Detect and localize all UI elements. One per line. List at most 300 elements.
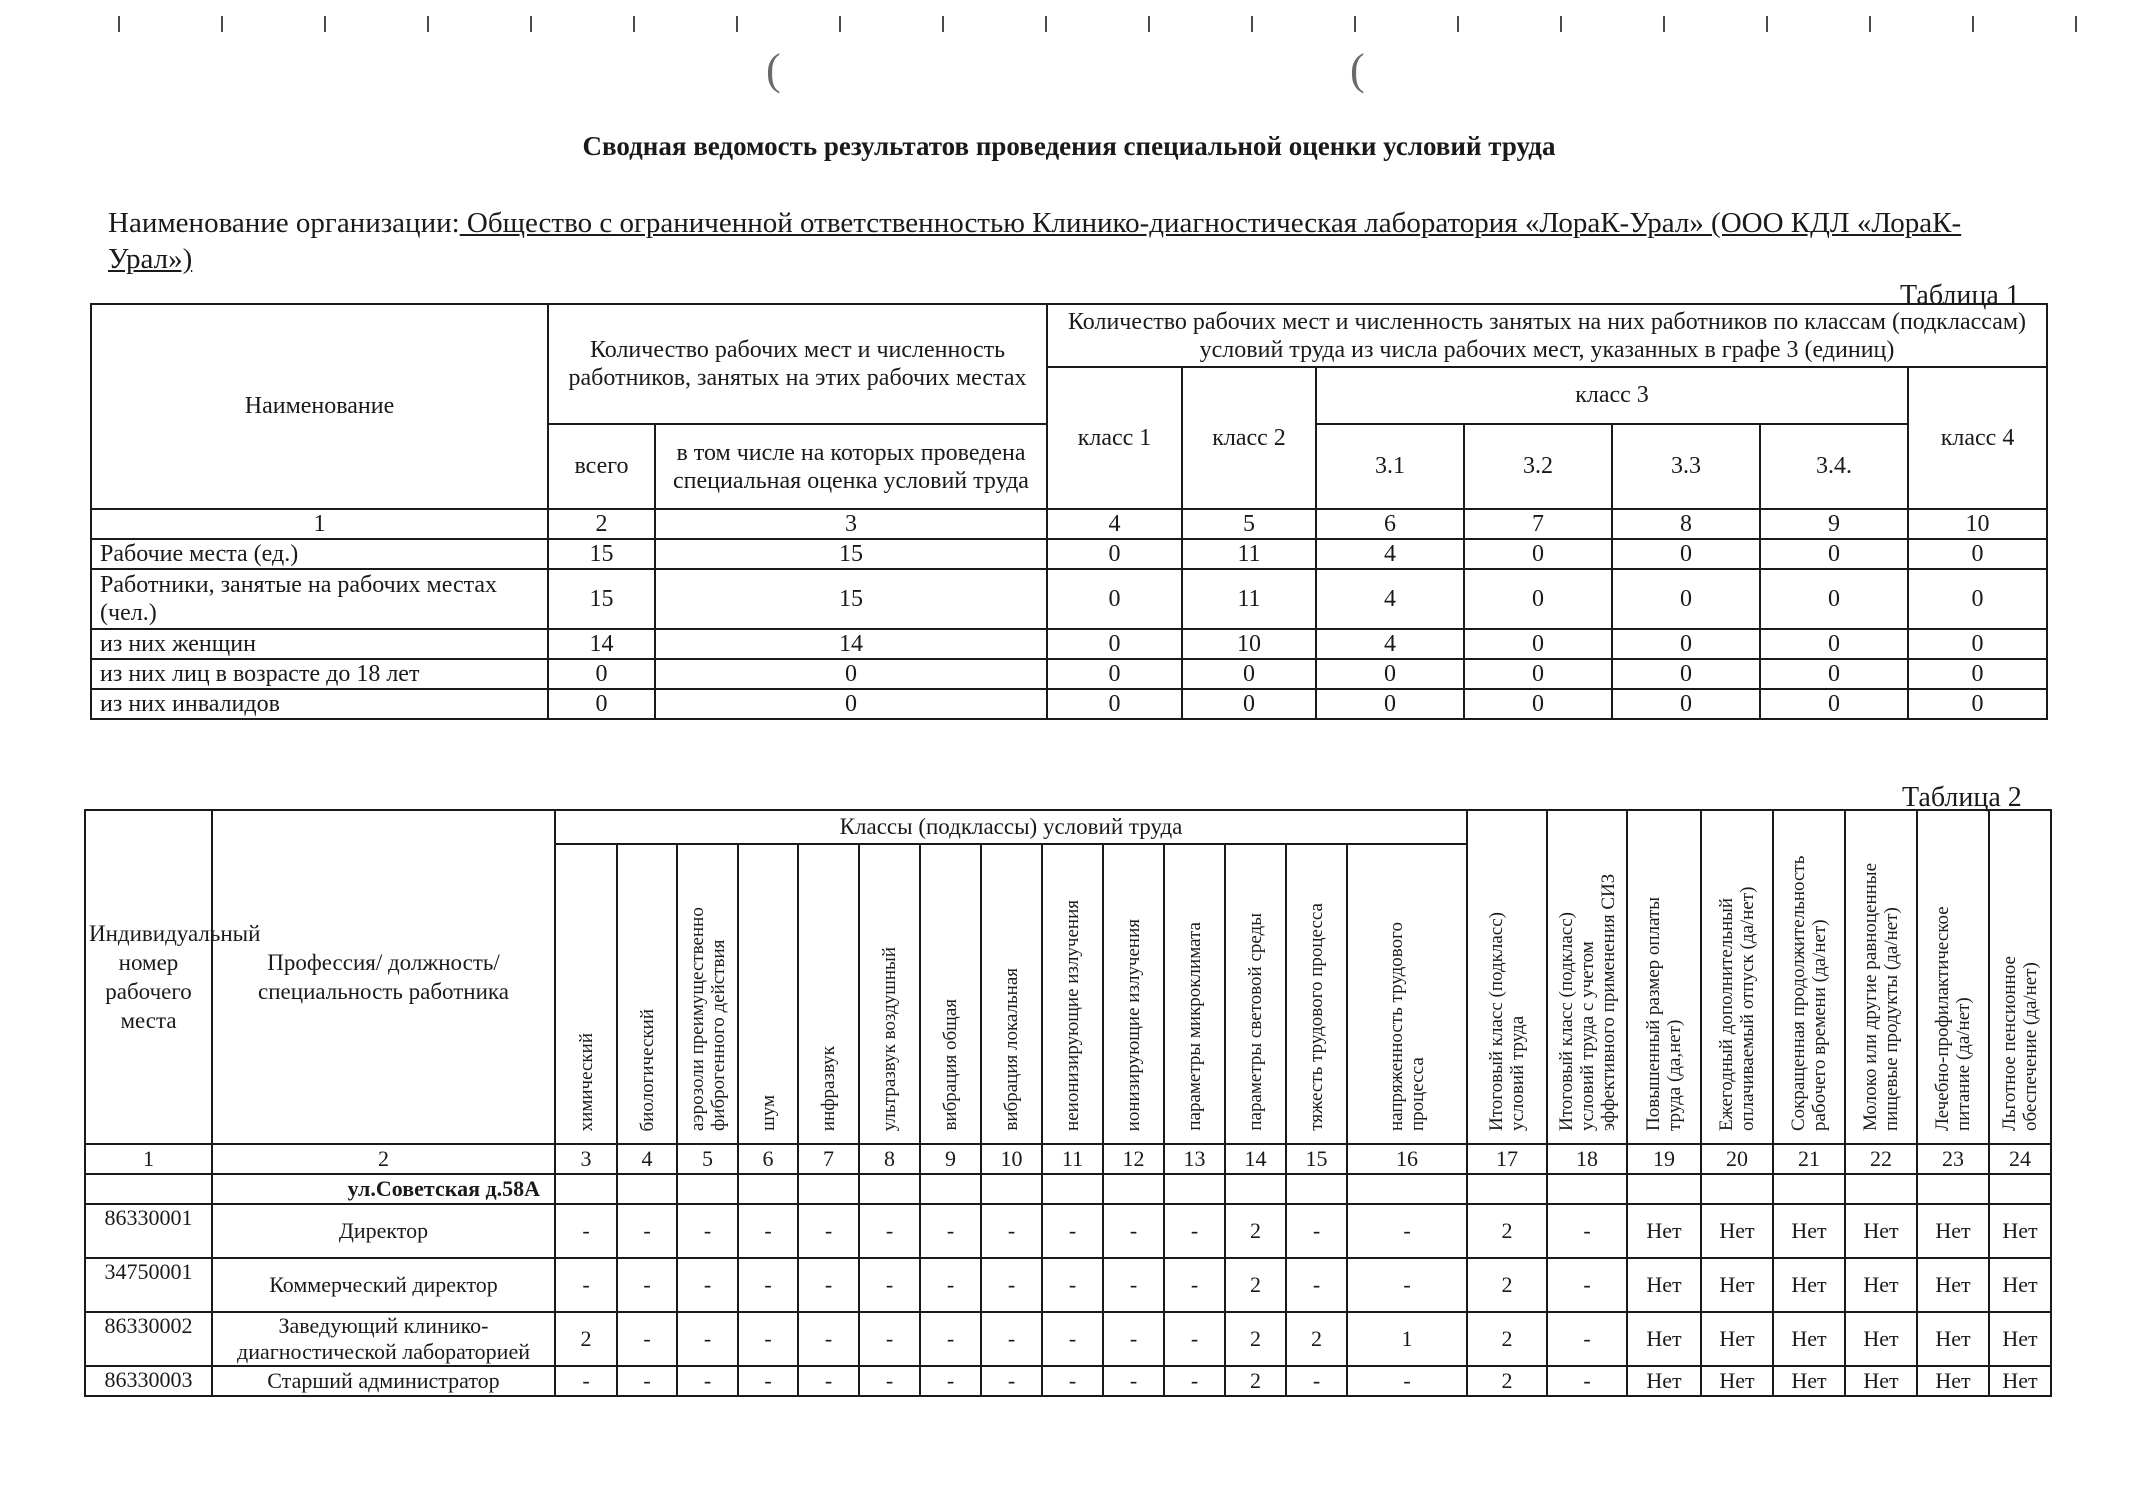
t1-value-cell: 0 (1612, 629, 1760, 659)
organization-name: Общество с ограниченной ответственностью Клинико-диагностическая лаборатория «ЛораК-Урал» (ООО КДЛ «ЛораК-Урал») (108, 207, 1962, 275)
t1-value-cell: 0 (548, 659, 655, 689)
t2-value-cell: - (920, 1312, 981, 1366)
t2-header-factor-label: напряженность трудового процесса (1386, 922, 1429, 1131)
t1-column-numbers (91, 509, 2047, 539)
t1-value-cell: 0 (1908, 629, 2047, 659)
t2-value-cell: - (1164, 1204, 1225, 1258)
empty-cell (1164, 1174, 1225, 1204)
t1-value-cell: 0 (1760, 689, 1908, 719)
col-number: 6 (1316, 509, 1464, 539)
t2-value-cell: - (1164, 1312, 1225, 1366)
t2-row (85, 1366, 2051, 1396)
empty-cell (617, 1174, 677, 1204)
section-id-cell (85, 1174, 212, 1204)
t1-header-sub31: 3.1 (1316, 424, 1464, 509)
scan-tick (1663, 16, 1665, 32)
col-number: 11 (1042, 1144, 1103, 1174)
t1-header-name: Наименование (91, 304, 548, 509)
t2-value-cell: 2 (1225, 1204, 1286, 1258)
col-number: 20 (1701, 1144, 1773, 1174)
t1-header-class2: класс 2 (1182, 367, 1316, 509)
t2-header-factor (617, 844, 677, 1144)
t1-value-cell: 0 (1182, 659, 1316, 689)
t2-value-cell: - (1164, 1258, 1225, 1312)
t2-header-factor (677, 844, 738, 1144)
t2-header-factor-label: ультразвук воздушный (879, 946, 900, 1131)
t1-value-cell: 4 (1316, 629, 1464, 659)
t1-header-class4: класс 4 (1908, 367, 2047, 509)
scan-tick (839, 16, 841, 32)
t1-row (91, 689, 2047, 719)
scan-tick (1045, 16, 1047, 32)
t2-value-cell: - (738, 1312, 798, 1366)
workplace-id: 86330001 (85, 1204, 212, 1258)
empty-cell (1347, 1174, 1467, 1204)
t2-value-cell: - (677, 1312, 738, 1366)
col-number: 7 (1464, 509, 1612, 539)
t1-row-label: из них инвалидов (91, 689, 548, 719)
t1-value-cell: 0 (1047, 689, 1182, 719)
t2-value-cell: - (1164, 1366, 1225, 1396)
t1-value-cell: 0 (1612, 659, 1760, 689)
col-number: 3 (555, 1144, 617, 1174)
t2-header-extra (1701, 810, 1773, 1144)
t2-header-factor (1103, 844, 1164, 1144)
t2-header-factor (920, 844, 981, 1144)
t2-value-cell: - (1286, 1258, 1347, 1312)
t2-header-factor-label: инфразвук (818, 1045, 839, 1131)
t1-row (91, 569, 2047, 629)
t1-value-cell: 0 (1760, 569, 1908, 629)
t2-value-cell: - (617, 1204, 677, 1258)
t2-value-cell: Нет (1773, 1204, 1845, 1258)
t2-value-cell: Нет (1989, 1258, 2051, 1312)
t1-row-label: Рабочие места (ед.) (91, 539, 548, 569)
col-number: 17 (1467, 1144, 1547, 1174)
t1-value-cell: 0 (1047, 659, 1182, 689)
section-address: ул.Советская д.58А (212, 1174, 555, 1204)
t2-value-cell: - (738, 1204, 798, 1258)
t2-header-extra-label: Льготное пенсионное обеспечение (да/нет) (1999, 956, 2042, 1131)
t1-header-sub32: 3.2 (1464, 424, 1612, 509)
scan-tick (633, 16, 635, 32)
col-number: 3 (655, 509, 1047, 539)
t1-value-cell: 10 (1182, 629, 1316, 659)
workplace-id: 86330003 (85, 1366, 212, 1396)
t1-header-assessed: в том числе на которых проведена специальная оценка условий труда (655, 424, 1047, 509)
t2-value-cell: Нет (1917, 1312, 1989, 1366)
t2-value-cell: - (859, 1204, 920, 1258)
t2-header-factor-label: биологический (636, 1008, 658, 1131)
scan-tick (1766, 16, 1768, 32)
t2-value-cell: Нет (1773, 1366, 1845, 1396)
t2-value-cell: 2 (1225, 1366, 1286, 1396)
t1-header-group-b: Количество рабочих мест и численность занятых на них работников по классам (подклассам) условий труда из числа рабочих мест, указанных в графе 3 (единиц) (1047, 304, 2047, 367)
t2-header-factor-label: вибрация локальная (1001, 968, 1022, 1131)
t2-value-cell: - (1042, 1366, 1103, 1396)
t2-header-factor-label: тяжесть трудового процесса (1306, 903, 1327, 1131)
t2-header-extra-label: Итоговый класс (подкласс) условий труда (1486, 912, 1529, 1131)
col-number: 5 (1182, 509, 1316, 539)
t1-value-cell: 0 (1464, 689, 1612, 719)
t2-header-extra (1627, 810, 1701, 1144)
scan-tick (1972, 16, 1974, 32)
t2-value-cell: - (981, 1204, 1042, 1258)
col-number: 10 (1908, 509, 2047, 539)
document-title: Сводная ведомость результатов проведения специальной оценки условий труда (582, 131, 1556, 161)
t1-value-cell: 0 (1908, 569, 2047, 629)
empty-cell (1917, 1174, 1989, 1204)
t2-header-id: Индивидуальный номер рабочего места (85, 810, 212, 1144)
t2-value-cell: - (1103, 1258, 1164, 1312)
t2-value-cell: - (1103, 1366, 1164, 1396)
empty-cell (1627, 1174, 1701, 1204)
profession: Старший администратор (212, 1366, 555, 1396)
empty-cell (1773, 1174, 1845, 1204)
t2-value-cell: 2 (1467, 1258, 1547, 1312)
t2-header-extra (1773, 810, 1845, 1144)
col-number: 7 (798, 1144, 859, 1174)
col-number: 14 (1225, 1144, 1286, 1174)
t2-value-cell: Нет (1773, 1312, 1845, 1366)
t1-header-group-a: Количество рабочих мест и численность работников, занятых на этих рабочих местах (548, 304, 1047, 424)
t2-row (85, 1258, 2051, 1312)
col-number: 10 (981, 1144, 1042, 1174)
empty-cell (1225, 1174, 1286, 1204)
t2-value-cell: - (798, 1258, 859, 1312)
t2-header-factor (981, 844, 1042, 1144)
t1-row-label: из них женщин (91, 629, 548, 659)
t1-value-cell: 0 (1464, 629, 1612, 659)
scan-tick (427, 16, 429, 32)
t2-value-cell: - (1547, 1312, 1627, 1366)
col-number: 24 (1989, 1144, 2051, 1174)
t1-value-cell: 0 (655, 689, 1047, 719)
t2-header-factor-label: параметры световой среды (1245, 913, 1266, 1131)
t1-value-cell: 0 (1612, 569, 1760, 629)
t2-header-factor-label: ионизирующие излучения (1123, 918, 1144, 1131)
t1-value-cell: 11 (1182, 539, 1316, 569)
empty-cell (981, 1174, 1042, 1204)
workplace-id: 34750001 (85, 1258, 212, 1312)
t2-value-cell: 2 (555, 1312, 617, 1366)
t1-row-label: из них лиц в возрасте до 18 лет (91, 659, 548, 689)
t1-header-total: всего (548, 424, 655, 509)
col-number: 16 (1347, 1144, 1467, 1174)
t1-value-cell: 0 (1760, 659, 1908, 689)
t1-value-cell: 14 (655, 629, 1047, 659)
t2-value-cell: Нет (1917, 1258, 1989, 1312)
t2-header-extra-label: Ежегодный дополнительный оплачиваемый отпуск (да/нет) (1716, 886, 1759, 1131)
t2-header-factor (1225, 844, 1286, 1144)
empty-cell (1467, 1174, 1547, 1204)
t2-row (85, 1312, 2051, 1366)
t2-value-cell: Нет (1627, 1312, 1701, 1366)
t2-header-factor-label: химический (575, 1032, 597, 1131)
col-number: 13 (1164, 1144, 1225, 1174)
t2-header-extra-label: Итоговый класс (подкласс) условий труда с учетом эффективного применения СИЗ (1555, 873, 1619, 1131)
col-number: 12 (1103, 1144, 1164, 1174)
t2-header-factor (1286, 844, 1347, 1144)
t2-header-extra (1917, 810, 1989, 1144)
col-number: 4 (1047, 509, 1182, 539)
scan-tick (1869, 16, 1871, 32)
t1-value-cell: 4 (1316, 569, 1464, 629)
t2-value-cell: 2 (1225, 1258, 1286, 1312)
t2-header-factor-label: параметры микроклимата (1184, 922, 1205, 1131)
t2-value-cell: - (1103, 1312, 1164, 1366)
t2-value-cell: Нет (1989, 1204, 2051, 1258)
t2-header-factor (1164, 844, 1225, 1144)
t2-value-cell: Нет (1627, 1366, 1701, 1396)
scan-tick (221, 16, 223, 32)
t2-header-factor (798, 844, 859, 1144)
t1-value-cell: 0 (1047, 539, 1182, 569)
t1-value-cell: 0 (1047, 629, 1182, 659)
t2-value-cell: Нет (1701, 1258, 1773, 1312)
col-number: 15 (1286, 1144, 1347, 1174)
empty-cell (798, 1174, 859, 1204)
t2-value-cell: - (1042, 1204, 1103, 1258)
t2-header-profession: Профессия/ должность/ специальность работника (212, 810, 555, 1144)
scan-tick (1251, 16, 1253, 32)
empty-cell (1042, 1174, 1103, 1204)
t2-value-cell: Нет (1701, 1312, 1773, 1366)
t2-value-cell: Нет (1701, 1366, 1773, 1396)
col-number: 1 (91, 509, 548, 539)
t2-header-factor-label: неионизирующие излучения (1062, 900, 1083, 1131)
t2-value-cell: - (677, 1366, 738, 1396)
t1-value-cell: 0 (1760, 539, 1908, 569)
t2-header-factor-label: аэрозоли преимущественно фиброгенного действия (686, 907, 729, 1131)
organization-line (108, 205, 2028, 277)
t2-value-cell: - (1103, 1204, 1164, 1258)
t1-row (91, 659, 2047, 689)
t2-value-cell: Нет (1845, 1312, 1917, 1366)
t1-value-cell: 4 (1316, 539, 1464, 569)
col-number: 9 (920, 1144, 981, 1174)
t1-header-sub34: 3.4. (1760, 424, 1908, 509)
t2-value-cell: - (981, 1366, 1042, 1396)
col-number: 5 (677, 1144, 738, 1174)
t2-value-cell: 2 (1286, 1312, 1347, 1366)
empty-cell (1286, 1174, 1347, 1204)
col-number: 19 (1627, 1144, 1701, 1174)
profession: Заведующий клинико-диагностической лабораторией (212, 1312, 555, 1366)
t2-value-cell: - (617, 1312, 677, 1366)
t1-value-cell: 15 (655, 539, 1047, 569)
t2-header-factor-label: шум (757, 1095, 779, 1131)
t2-value-cell: Нет (1917, 1204, 1989, 1258)
scan-tick (324, 16, 326, 32)
t2-value-cell: - (1286, 1204, 1347, 1258)
table2-caption: Таблица 2 (1902, 782, 2022, 813)
t2-header-extra (1547, 810, 1627, 1144)
t1-value-cell: 11 (1182, 569, 1316, 629)
empty-cell (1845, 1174, 1917, 1204)
t2-value-cell: - (1347, 1366, 1467, 1396)
t1-value-cell: 15 (655, 569, 1047, 629)
empty-cell (920, 1174, 981, 1204)
workplace-id: 86330002 (85, 1312, 212, 1366)
t2-value-cell: - (859, 1258, 920, 1312)
t2-value-cell: - (1347, 1204, 1467, 1258)
t2-value-cell: - (677, 1258, 738, 1312)
t2-value-cell: - (920, 1258, 981, 1312)
t2-header-extra-label: Повышенный размер оплаты труда (да,нет) (1643, 896, 1686, 1131)
t1-value-cell: 0 (1612, 539, 1760, 569)
t1-value-cell: 0 (548, 689, 655, 719)
t1-value-cell: 0 (1908, 659, 2047, 689)
t2-value-cell: - (798, 1366, 859, 1396)
t1-value-cell: 0 (1908, 689, 2047, 719)
t2-value-cell: - (738, 1366, 798, 1396)
t1-row-label: Работники, занятые на рабочих местах (чел.) (91, 569, 548, 629)
profession: Директор (212, 1204, 555, 1258)
t2-header-factor (738, 844, 798, 1144)
t2-value-cell: - (555, 1366, 617, 1396)
t2-value-cell: Нет (1989, 1312, 2051, 1366)
empty-cell (859, 1174, 920, 1204)
organization-label: Наименование организации: (108, 207, 460, 239)
empty-cell (1547, 1174, 1627, 1204)
empty-cell (1701, 1174, 1773, 1204)
t2-value-cell: - (859, 1312, 920, 1366)
t2-value-cell: - (1042, 1312, 1103, 1366)
t1-row (91, 539, 2047, 569)
t2-value-cell: Нет (1845, 1258, 1917, 1312)
t2-value-cell: Нет (1989, 1366, 2051, 1396)
col-number: 22 (1845, 1144, 1917, 1174)
t2-value-cell: - (1286, 1366, 1347, 1396)
t2-value-cell: - (920, 1366, 981, 1396)
t1-value-cell: 0 (1464, 659, 1612, 689)
t1-value-cell: 15 (548, 539, 655, 569)
t1-value-cell: 0 (1182, 689, 1316, 719)
t1-value-cell: 14 (548, 629, 655, 659)
scan-tick (1457, 16, 1459, 32)
t2-header-factor (1042, 844, 1103, 1144)
scan-tick (1148, 16, 1150, 32)
t2-value-cell: - (738, 1258, 798, 1312)
t2-header-factor-label: вибрация общая (940, 999, 961, 1131)
scan-tick (1560, 16, 1562, 32)
t2-value-cell: - (920, 1204, 981, 1258)
t1-value-cell: 0 (1316, 689, 1464, 719)
col-number: 21 (1773, 1144, 1845, 1174)
empty-cell (1103, 1174, 1164, 1204)
t2-header-extra (1467, 810, 1547, 1144)
scan-tick (942, 16, 944, 32)
t2-value-cell: - (1547, 1258, 1627, 1312)
t1-value-cell: 0 (1464, 569, 1612, 629)
t2-value-cell: - (1347, 1258, 1467, 1312)
t1-value-cell: 0 (1464, 539, 1612, 569)
scan-tick (2075, 16, 2077, 32)
scan-tick (1354, 16, 1356, 32)
col-number: 4 (617, 1144, 677, 1174)
t2-value-cell: Нет (1701, 1204, 1773, 1258)
col-number: 8 (859, 1144, 920, 1174)
col-number: 6 (738, 1144, 798, 1174)
scan-tick (530, 16, 532, 32)
t2-header-factor (859, 844, 920, 1144)
t2-value-cell: - (677, 1204, 738, 1258)
col-number: 18 (1547, 1144, 1627, 1174)
t2-value-cell: 2 (1467, 1366, 1547, 1396)
t2-header-factor (1347, 844, 1467, 1144)
scan-tick (118, 16, 120, 32)
t2-header-extra-label: Лечебно-профилактическое питание (да/нет) (1932, 906, 1975, 1131)
t1-value-cell: 0 (1316, 659, 1464, 689)
t2-value-cell: Нет (1773, 1258, 1845, 1312)
t1-value-cell: 0 (1908, 539, 2047, 569)
t2-value-cell: Нет (1917, 1366, 1989, 1396)
t2-value-cell: 2 (1225, 1312, 1286, 1366)
t2-header-extra (1845, 810, 1917, 1144)
col-number: 9 (1760, 509, 1908, 539)
t1-value-cell: 0 (1760, 629, 1908, 659)
t2-header-extra-label: Сокращенная продолжительность рабочего времени (да/нет) (1788, 855, 1831, 1131)
col-number: 23 (1917, 1144, 1989, 1174)
t2-value-cell: - (981, 1312, 1042, 1366)
t2-value-cell: - (798, 1204, 859, 1258)
t2-value-cell: - (859, 1366, 920, 1396)
t1-row (91, 629, 2047, 659)
empty-cell (555, 1174, 617, 1204)
t2-value-cell: - (1547, 1366, 1627, 1396)
scan-tick (736, 16, 738, 32)
t2-header-extra (1989, 810, 2051, 1144)
t1-header-class1: класс 1 (1047, 367, 1182, 509)
t2-value-cell: Нет (1627, 1258, 1701, 1312)
t2-value-cell: - (1547, 1204, 1627, 1258)
t2-value-cell: - (798, 1312, 859, 1366)
t2-value-cell: 2 (1467, 1312, 1547, 1366)
profession: Коммерческий директор (212, 1258, 555, 1312)
summary-table (90, 303, 2048, 720)
workplaces-table (84, 809, 2052, 1397)
t2-header-extra-label: Молоко или другие равноценные пищевые продукты (да/нет) (1860, 862, 1903, 1131)
t2-column-numbers (85, 1144, 2051, 1174)
col-number: 2 (548, 509, 655, 539)
t2-value-cell: - (555, 1258, 617, 1312)
t2-value-cell: 1 (1347, 1312, 1467, 1366)
t2-value-cell: - (617, 1366, 677, 1396)
t2-value-cell: Нет (1845, 1204, 1917, 1258)
t1-value-cell: 0 (1612, 689, 1760, 719)
t1-value-cell: 15 (548, 569, 655, 629)
t2-header-classes-group: Классы (подклассы) условий труда (555, 810, 1467, 844)
t2-value-cell: Нет (1845, 1366, 1917, 1396)
col-number: 1 (85, 1144, 212, 1174)
t2-value-cell: - (1042, 1258, 1103, 1312)
col-number: 2 (212, 1144, 555, 1174)
t1-header-class3: класс 3 (1316, 367, 1908, 424)
t1-value-cell: 0 (655, 659, 1047, 689)
empty-cell (1989, 1174, 2051, 1204)
empty-cell (738, 1174, 798, 1204)
t2-value-cell: - (617, 1258, 677, 1312)
t1-header-sub33: 3.3 (1612, 424, 1760, 509)
t1-value-cell: 0 (1047, 569, 1182, 629)
table1-caption: Таблица 1 (1900, 280, 2020, 311)
t2-value-cell: 2 (1467, 1204, 1547, 1258)
col-number: 8 (1612, 509, 1760, 539)
t2-value-cell: - (981, 1258, 1042, 1312)
scan-mark-left: ( (766, 45, 781, 94)
empty-cell (677, 1174, 738, 1204)
